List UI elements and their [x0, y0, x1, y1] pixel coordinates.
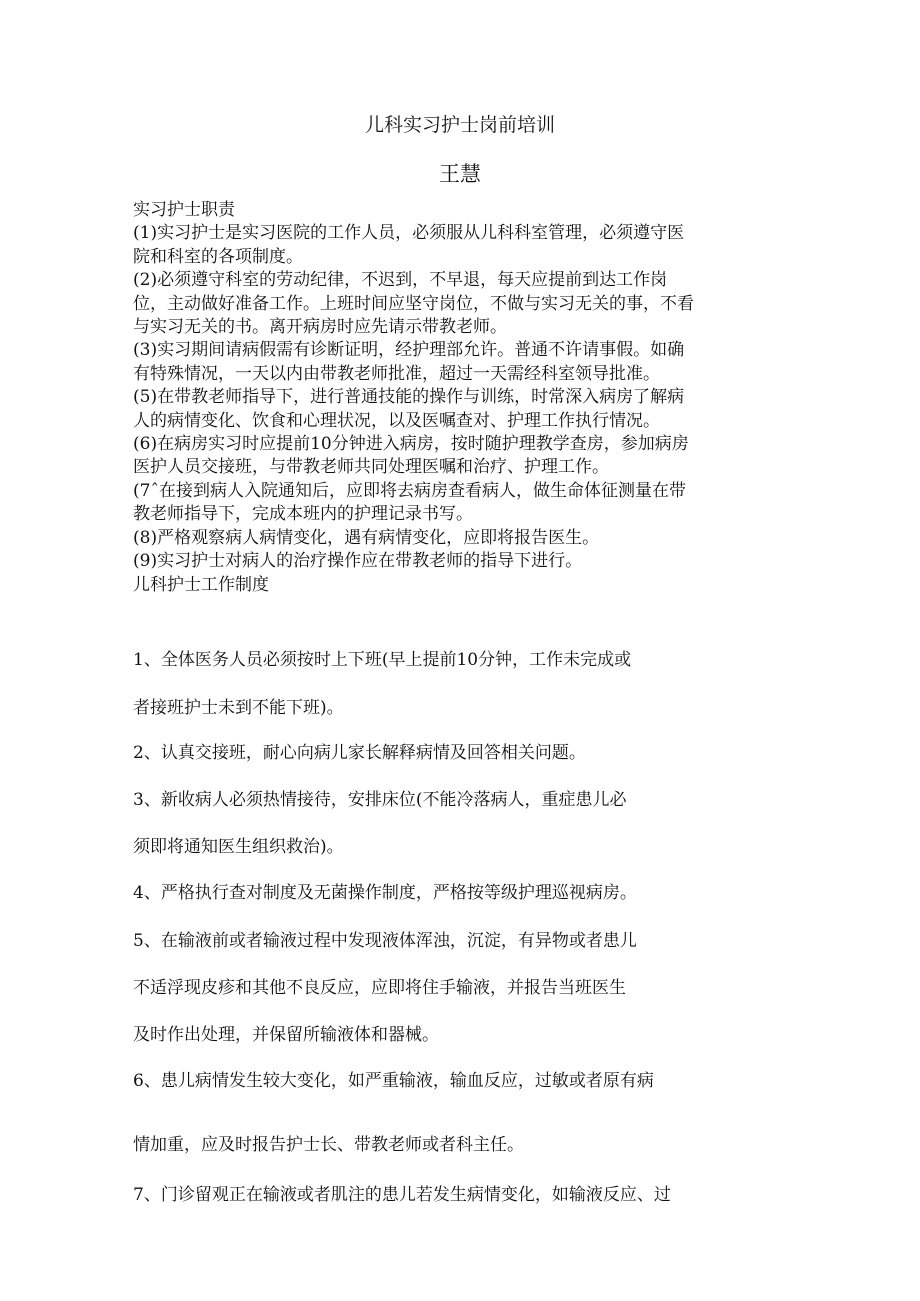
paragraph-line: 情加重，应及时报告护士长、带教老师或者科主任。 — [133, 1135, 524, 1155]
paragraph-line: (8)严格观察病人病情变化，遇有病情变化，应即将报告医生。 — [133, 527, 600, 548]
paragraph-line: 2、认真交接班，耐心向病儿家长解释病情及回答相关问题。 — [133, 743, 586, 763]
document-author: 王慧 — [439, 162, 481, 186]
paragraph-line: 院和科室的各项制度。 — [133, 246, 303, 267]
paragraph-line: (2)必须遵守科室的劳动纪律，不迟到，不早退，每天应提前到达工作岗 — [133, 270, 668, 291]
paragraph-line: (6)在病房实习时应提前10分钟进入病房，按时随护理教学查房，参加病房 — [133, 434, 689, 455]
paragraph-line: 位，主动做好准备工作。上班时间应坚守岗位，不做与实习无关的事，不看 — [133, 293, 694, 314]
paragraph-line: 者接班护士未到不能下班)。 — [133, 698, 344, 718]
paragraph-line: (7ˆ在接到病人入院通知后，应即将去病房查看病人，做生命体征测量在带 — [133, 480, 686, 501]
dense-text-block — [133, 199, 803, 597]
paragraph-line: 5、在输液前或者输液过程中发现液体浑浊，沉淀，有异物或者患儿 — [133, 931, 637, 951]
paragraph-line: 须即将通知医生组织救治)。 — [133, 837, 344, 857]
section-heading: 实习护士职责 — [133, 200, 235, 220]
paragraph-line: (3)实习期间请病假需有诊断证明，经护理部允许。普通不许请事假。如确 — [133, 340, 685, 361]
paragraph-line: 不适浮现皮疹和其他不良反应，应即将住手输液，并报告当班医生 — [133, 978, 626, 998]
paragraph-line: (5)在带教老师指导下，进行普通技能的操作与训练，时常深入病房了解病 — [133, 387, 685, 408]
document-title: 儿科实习护士岗前培训 — [364, 114, 555, 136]
paragraph-line: 有特殊情况，一天以内由带教老师批准，超过一天需经科室领导批准。 — [133, 363, 660, 384]
paragraph-line: 1、全体医务人员必须按时上下班(早上提前10分钟，工作未完成或 — [133, 650, 632, 670]
paragraph-line: 4、严格执行查对制度及无菌操作制度，严格按等级护理巡视病房。 — [133, 883, 637, 903]
paragraph-line: 医护人员交接班，与带教老师共同处理医嘱和治疗、护理工作。 — [133, 457, 609, 478]
paragraph-line: (9)实习护士对病人的治疗操作应在带教老师的指导下进行。 — [133, 551, 583, 572]
paragraph-line: 3、新收病人必须热情接待，安排床位(不能冷落病人，重症患儿必 — [133, 790, 627, 810]
section-heading: 儿科护士工作制度 — [133, 574, 269, 595]
paragraph-line: 7、门诊留观正在输液或者肌注的患儿若发生病情变化，如输液反应、过 — [133, 1185, 671, 1205]
paragraph-line: 及时作出处理，并保留所输液体和器械。 — [133, 1025, 439, 1045]
paragraph-line: 教老师指导下，完成本班内的护理记录书写。 — [133, 504, 473, 525]
paragraph-line: 人的病情变化、饮食和心理状况，以及医嘱查对、护理工作执行情况。 — [133, 410, 660, 431]
paragraph-line: 6、患儿病情发生较大变化，如严重输液，输血反应，过敏或者原有病 — [133, 1071, 654, 1091]
paragraph-line: 与实习无关的书。离开病房时应先请示带教老师。 — [133, 317, 507, 338]
paragraph-line: (1)实习护士是实习医院的工作人员，必须服从儿科科室管理，必须遵守医 — [133, 223, 685, 244]
